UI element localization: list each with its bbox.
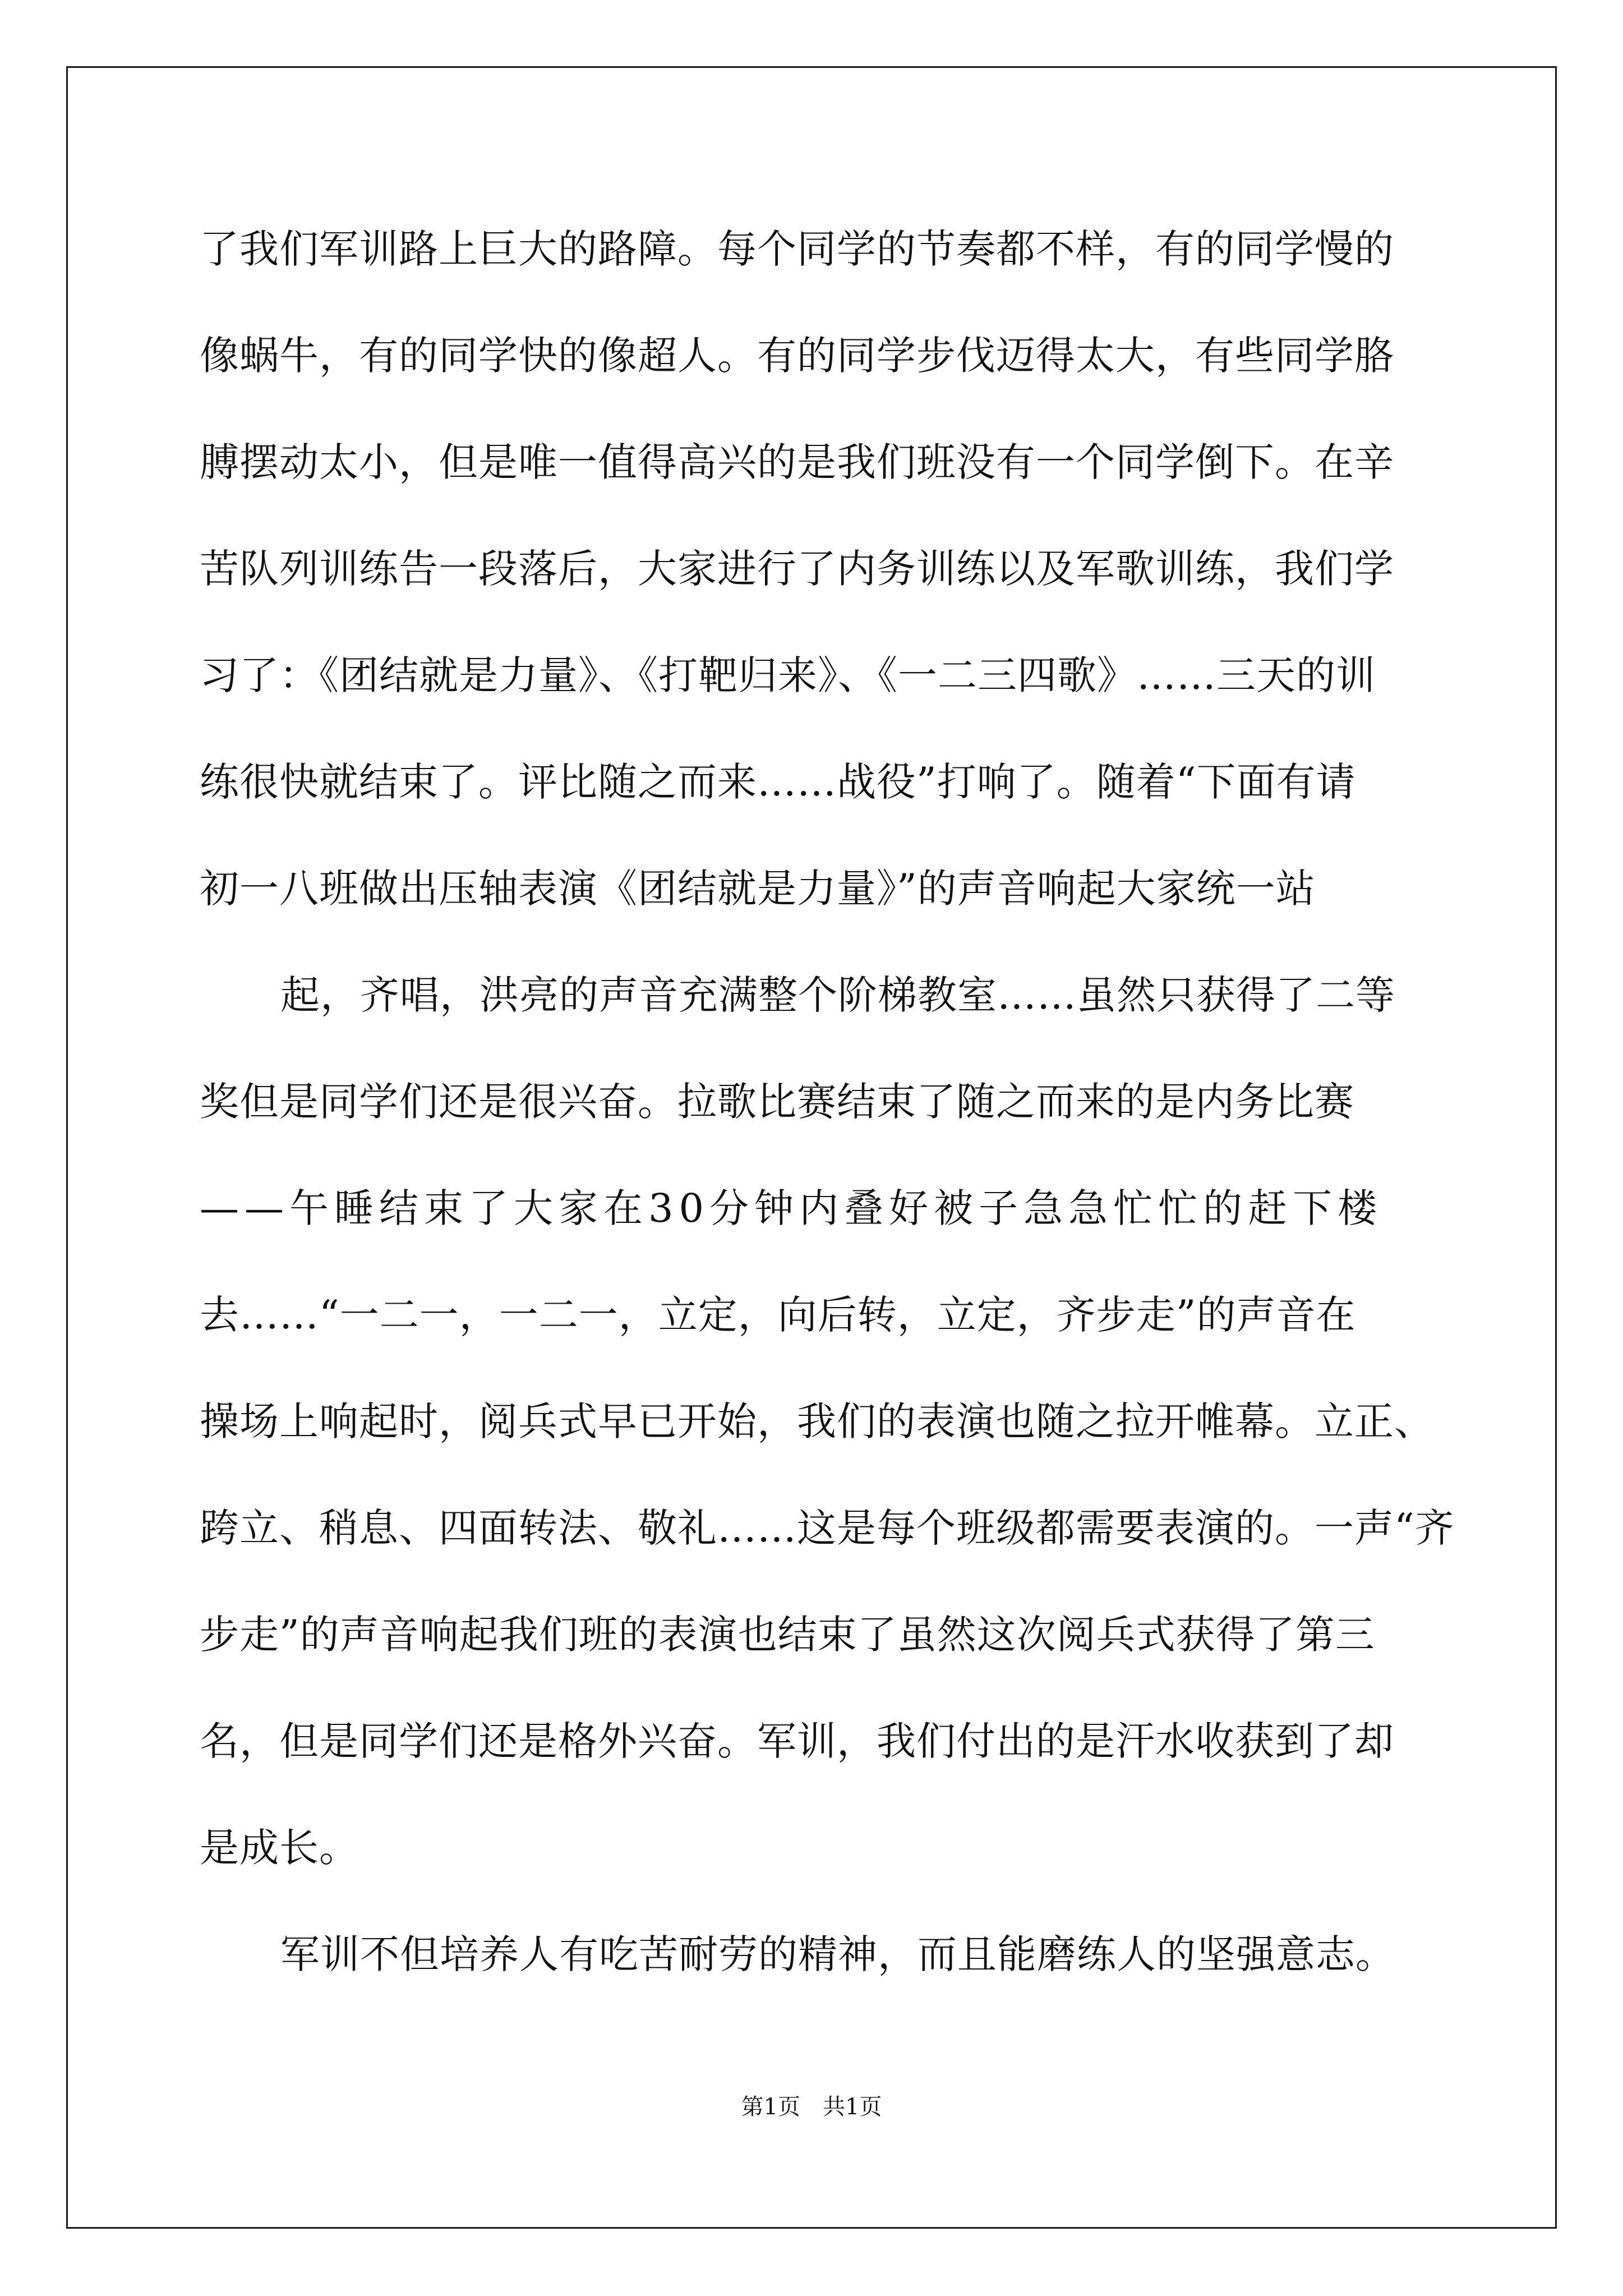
text-line: 练很快就结束了。评比随之而来……战役”打响了。随着“下面有请 [200, 759, 1356, 805]
text-line: 去……“一二一，一二一，立定，向后转，立定，齐步走”的声音在 [200, 1292, 1356, 1338]
text-line: ——午睡结束了大家在30分钟内叠好被子急急忙忙的赶下楼 [200, 1185, 1383, 1231]
text-line: 了我们军训路上巨大的路障。每个同学的节奏都不样，有的同学慢的 [200, 226, 1394, 272]
text-line: 膊摆动太小，但是唯一值得高兴的是我们班没有一个同学倒下。在辛 [200, 439, 1394, 485]
page-border [66, 66, 1557, 2229]
page-number-footer: 第1页 共1页 [741, 2094, 882, 2120]
text-line: 是成长。 [200, 1825, 359, 1871]
text-line: 奖但是同学们还是很兴奋。拉歌比赛结束了随之而来的是内务比赛 [200, 1079, 1354, 1125]
text-line: 跨立、稍息、四面转法、敬礼……这是每个班级都需要表演的。一声“齐 [200, 1505, 1455, 1551]
text-line: 军训不但培养人有吃苦耐劳的精神，而且能磨练人的坚强意志。 [280, 1931, 1395, 1977]
text-line: 操场上响起时，阅兵式早已开始，我们的表演也随之拉开帷幕。立正、 [200, 1398, 1434, 1444]
text-line: 步走”的声音响起我们班的表演也结束了虽然这次阅兵式获得了第三 [200, 1612, 1375, 1658]
text-line: 初一八班做出压轴表演《团结就是力量》”的声音响起大家统一站 [200, 866, 1316, 912]
text-line: 起，齐唱，洪亮的声音充满整个阶梯教室……虽然只获得了二等 [280, 972, 1395, 1018]
text-line: 像蜗牛，有的同学快的像超人。有的同学步伐迈得太大，有些同学胳 [200, 333, 1394, 379]
text-line: 名，但是同学们还是格外兴奋。军训，我们付出的是汗水收获到了却 [200, 1718, 1394, 1764]
text-line: 苦队列训练告一段落后，大家进行了内务训练以及军歌训练，我们学 [200, 546, 1394, 592]
text-line: 习了：《团结就是力量》、《打靶归来》、《一二三四歌》……三天的训 [200, 652, 1376, 698]
